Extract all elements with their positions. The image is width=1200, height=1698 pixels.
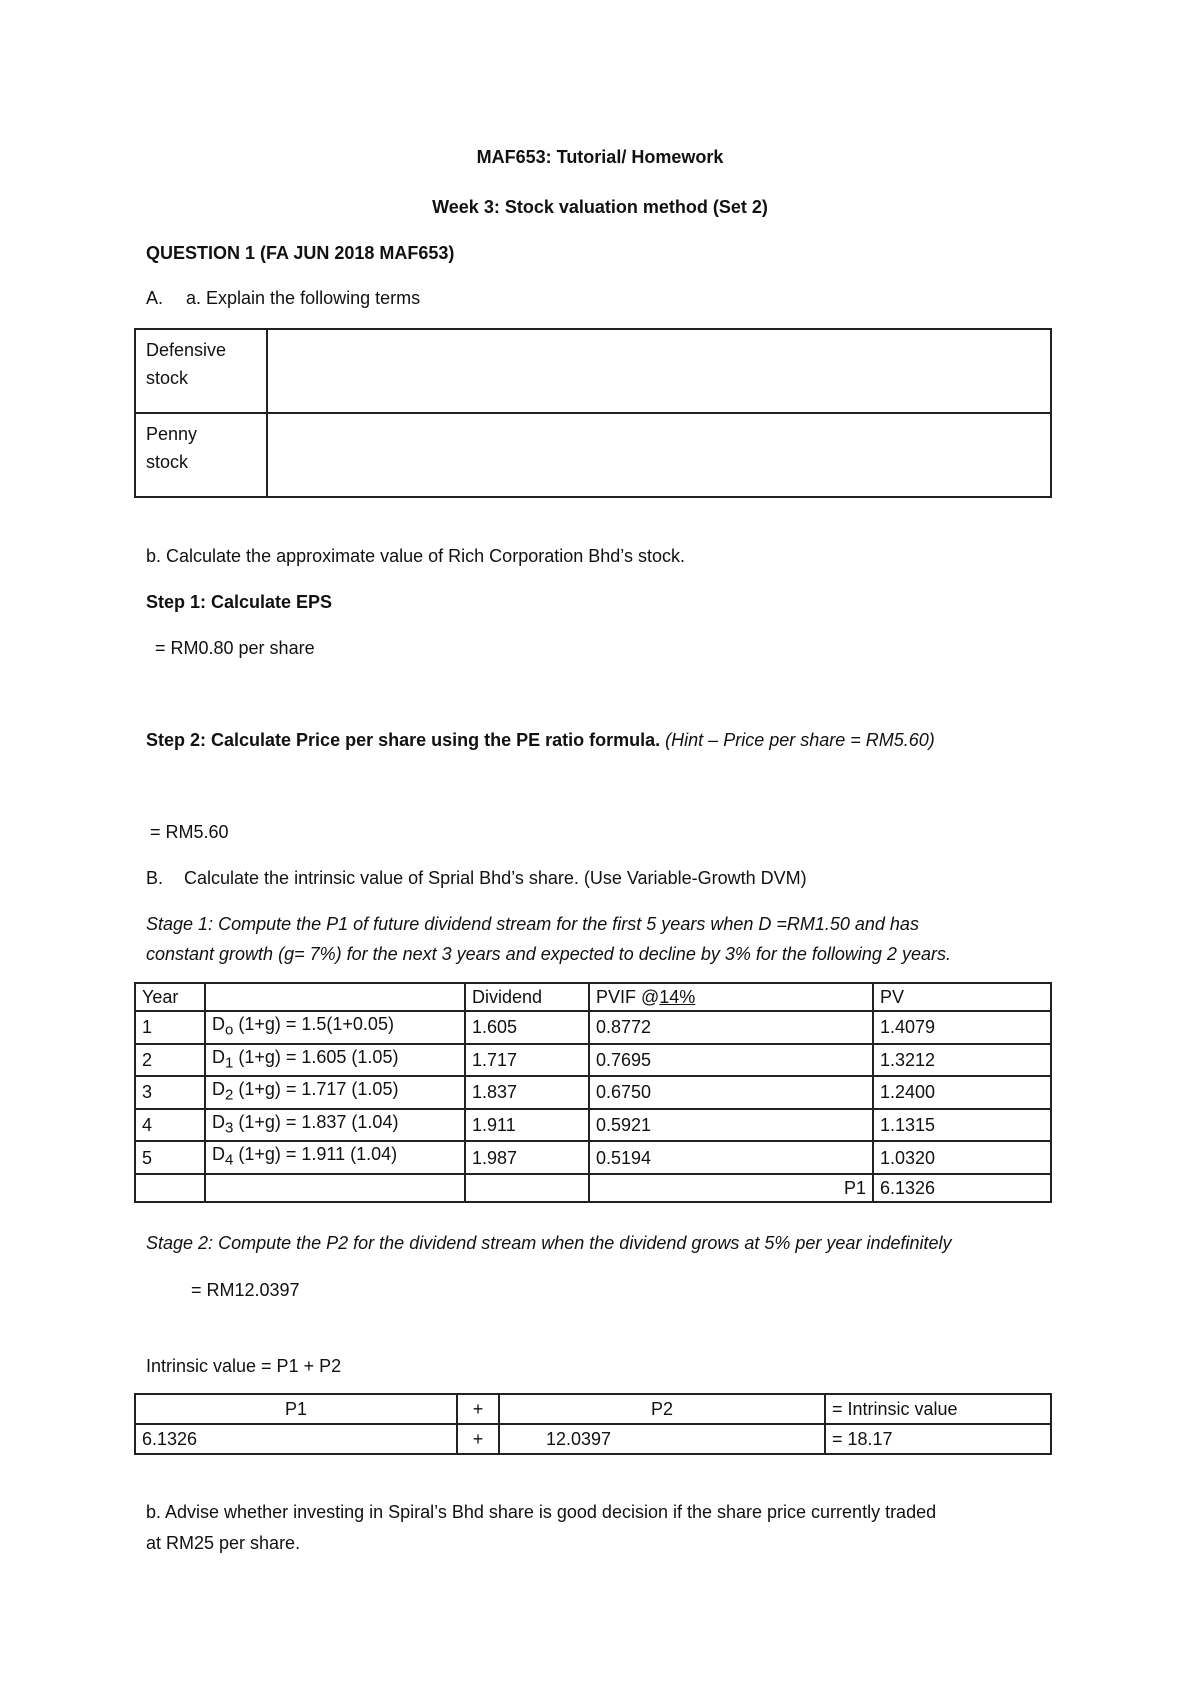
advise-line2: at RM25 per share. — [146, 1533, 301, 1553]
formula-text: (1+g) = 1.911 (1.04) — [233, 1144, 398, 1165]
cell-year: 3 — [135, 1076, 205, 1109]
cell-dividend: 1.911 — [465, 1109, 589, 1142]
stage2-prefix: Stage 2: — [146, 1233, 214, 1253]
cell-formula — [205, 1141, 465, 1174]
formula-text: (1+g) = 1.605 (1.05) — [233, 1046, 399, 1067]
term-cell — [135, 329, 267, 413]
part-a-instruction: a. Explain the following terms — [186, 288, 421, 308]
term-line: Penny — [146, 424, 198, 444]
cell-pv: 1.1315 — [873, 1109, 1051, 1142]
d-symbol: D — [212, 1079, 225, 1100]
cell-formula — [205, 1076, 465, 1109]
cell-pv: 1.2400 — [873, 1076, 1051, 1109]
dividend-table — [134, 982, 1052, 1203]
header-pv: PV — [873, 983, 1051, 1011]
formula-text: (1+g) = 1.717 (1.05) — [233, 1079, 399, 1100]
course-title: MAF653: Tutorial/ Homework — [476, 147, 724, 167]
value-p2: 12.0397 — [499, 1424, 825, 1454]
stage2-text: Compute the P2 for the dividend stream when the dividend grows at 5% per year indefinitely — [218, 1233, 952, 1253]
value-plus: + — [457, 1424, 499, 1454]
question-title: QUESTION 1 (FA JUN 2018 MAF653) — [146, 243, 455, 263]
answer-cell[interactable] — [267, 413, 1051, 497]
cell-pvif: 0.8772 — [589, 1011, 873, 1044]
advise-line1: b. Advise whether investing in Spiral’s Bhd share is good decision if the share price currently traded — [146, 1502, 937, 1522]
d-subscript: 3 — [225, 1119, 234, 1137]
table-row — [135, 413, 1051, 497]
pvif-rate: 14% — [659, 987, 696, 1007]
table-header-row — [135, 983, 1051, 1011]
d-subscript: 2 — [225, 1086, 234, 1104]
cell-dividend: 1.605 — [465, 1011, 589, 1044]
cell-pv: 1.0320 — [873, 1141, 1051, 1174]
term-line: stock — [146, 452, 189, 472]
stage1-line1 — [146, 914, 919, 935]
cell-dividend: 1.717 — [465, 1044, 589, 1077]
stage1-text: Compute the P1 of future dividend stream for the first 5 years when D =RM1.50 and has — [218, 914, 919, 934]
header-year: Year — [135, 983, 205, 1011]
table-row — [135, 1109, 1051, 1142]
d-symbol: D — [212, 1014, 225, 1034]
cell-empty — [205, 1174, 465, 1202]
cell-pv: 1.3212 — [873, 1044, 1051, 1077]
value-intrinsic: = 18.17 — [825, 1424, 1051, 1454]
stage2-line — [146, 1233, 952, 1254]
stage1-line2: constant growth (g= 7%) for the next 3 years and expected to decline by 3% for the following 2 years. — [146, 944, 951, 964]
table-row — [135, 1011, 1051, 1044]
step2-label: Step 2: Calculate Price per share using the PE ratio formula. — [146, 730, 661, 750]
cell-pvif: 0.5194 — [589, 1141, 873, 1174]
intrinsic-formula: Intrinsic value = P1 + P2 — [146, 1356, 342, 1376]
header-plus: + — [457, 1394, 499, 1424]
header-formula — [205, 983, 465, 1011]
d-subscript: 4 — [225, 1151, 234, 1169]
cell-dividend: 1.837 — [465, 1076, 589, 1109]
stage2-answer: = RM12.0397 — [191, 1280, 300, 1300]
table-row — [135, 1424, 1051, 1454]
cell-pv: 1.4079 — [873, 1011, 1051, 1044]
step1-label: Step 1: Calculate EPS — [146, 592, 333, 612]
step2-answer: = RM5.60 — [150, 822, 229, 842]
formula-text: (1+g) = 1.5(1+0.05) — [233, 1014, 394, 1034]
intrinsic-summary-table — [134, 1393, 1052, 1455]
cell-year: 5 — [135, 1141, 205, 1174]
table-row — [135, 1044, 1051, 1077]
cell-year: 2 — [135, 1044, 205, 1077]
cell-formula — [205, 1011, 465, 1044]
d-symbol: D — [212, 1144, 225, 1165]
week-title: Week 3: Stock valuation method (Set 2) — [432, 197, 768, 217]
header-dividend: Dividend — [465, 983, 589, 1011]
d-subscript: 1 — [225, 1054, 234, 1072]
header-intrinsic: = Intrinsic value — [825, 1394, 1051, 1424]
term-cell — [135, 413, 267, 497]
answer-cell[interactable] — [267, 329, 1051, 413]
term-line: Defensive — [146, 340, 227, 360]
table-total-row — [135, 1174, 1051, 1202]
part-b-marker: B. — [146, 868, 164, 888]
table-row — [135, 1076, 1051, 1109]
header-p1: P1 — [135, 1394, 457, 1424]
pvif-label: PVIF @ — [596, 987, 660, 1007]
cell-pvif: 0.5921 — [589, 1109, 873, 1142]
step2-line — [146, 730, 935, 751]
formula-text: (1+g) = 1.837 (1.04) — [233, 1111, 399, 1132]
terms-table — [134, 328, 1052, 498]
part-a-marker: A. — [146, 288, 164, 308]
d-symbol: D — [212, 1111, 225, 1132]
d-symbol: D — [212, 1046, 225, 1067]
cell-year: 4 — [135, 1109, 205, 1142]
total-label: P1 — [589, 1174, 873, 1202]
cell-empty — [465, 1174, 589, 1202]
d-subscript: o — [225, 1021, 234, 1039]
step2-hint: (Hint – Price per share = RM5.60) — [665, 730, 935, 750]
cell-dividend: 1.987 — [465, 1141, 589, 1174]
term-line: stock — [146, 368, 189, 388]
step1-answer: = RM0.80 per share — [155, 638, 315, 658]
table-header-row — [135, 1394, 1051, 1424]
table-row — [135, 329, 1051, 413]
b-instruction: b. Calculate the approximate value of Rich Corporation Bhd’s stock. — [146, 546, 685, 566]
stage1-prefix: Stage 1: — [146, 914, 214, 934]
value-p1: 6.1326 — [135, 1424, 457, 1454]
total-value: 6.1326 — [873, 1174, 1051, 1202]
cell-formula — [205, 1109, 465, 1142]
cell-pvif: 0.7695 — [589, 1044, 873, 1077]
header-pvif — [589, 983, 873, 1011]
part-b-instruction: Calculate the intrinsic value of Sprial Bhd’s share. (Use Variable-Growth DVM) — [184, 868, 807, 888]
header-p2: P2 — [499, 1394, 825, 1424]
cell-empty — [135, 1174, 205, 1202]
table-row — [135, 1141, 1051, 1174]
cell-formula — [205, 1044, 465, 1077]
cell-year: 1 — [135, 1011, 205, 1044]
cell-pvif: 0.6750 — [589, 1076, 873, 1109]
